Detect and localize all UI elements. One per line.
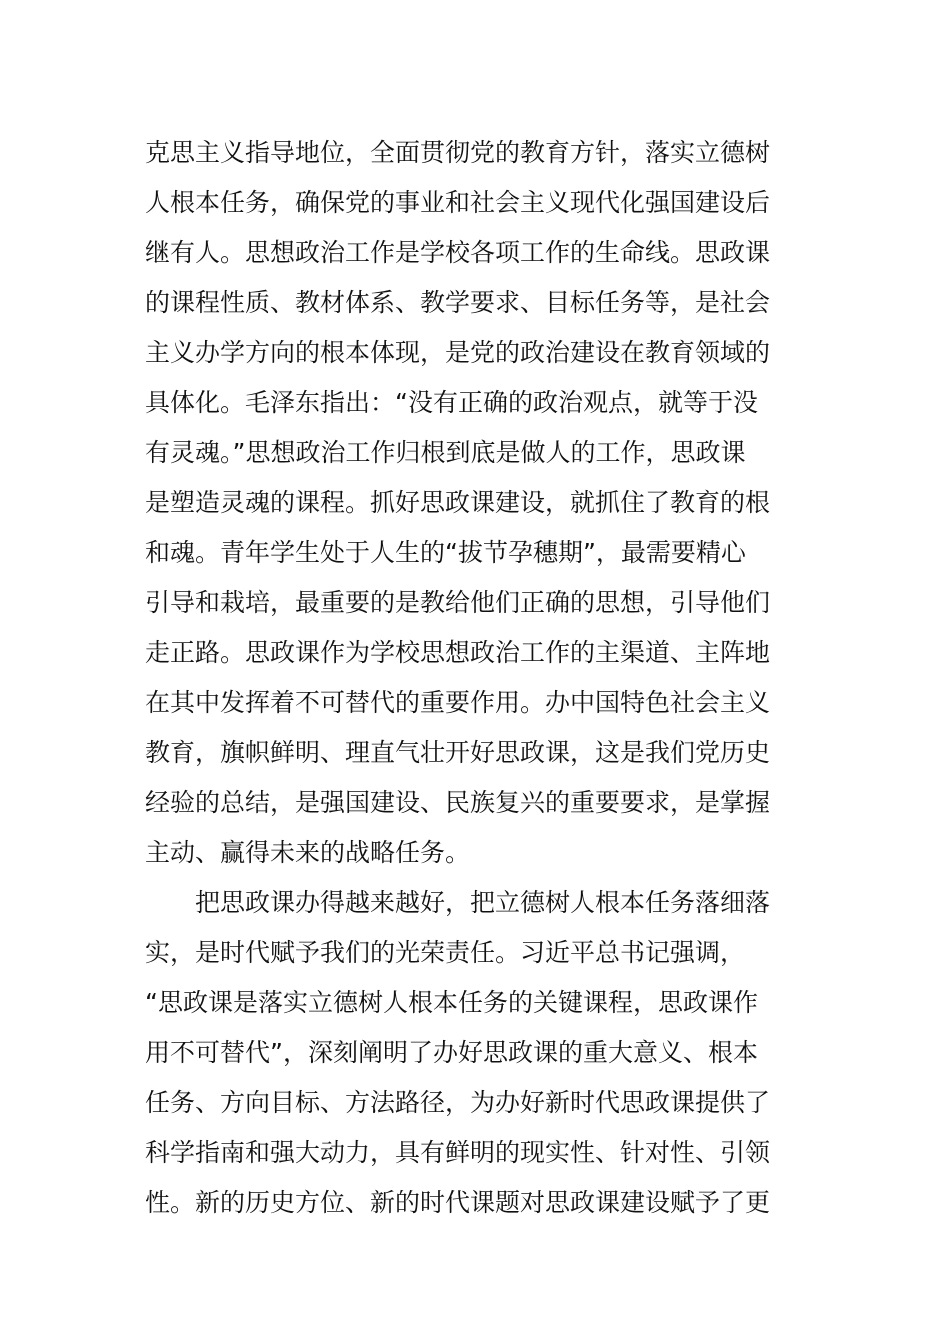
- body-text: [145, 128, 815, 1228]
- text-line: 有灵魂。”思想政治工作归根到底是做人的工作，思政课: [145, 438, 746, 467]
- text-line: 继有人。思想政治工作是学校各项工作的生命线。思政课: [145, 238, 771, 267]
- text-line: 用不可替代”，深刻阐明了办好思政课的重大意义、根本: [145, 1038, 758, 1067]
- text-line: 具体化。毛泽东指出：“没有正确的政治观点，就等于没: [145, 388, 758, 417]
- text-line: 走正路。思政课作为学校思想政治工作的主渠道、主阵地: [145, 638, 771, 667]
- paragraph-2: [145, 878, 815, 1228]
- text-line: 克思主义指导地位，全面贯彻党的教育方针，落实立德树: [145, 138, 771, 167]
- text-line: 在其中发挥着不可替代的重要作用。办中国特色社会主义: [145, 688, 771, 717]
- text-line: 人根本任务，确保党的事业和社会主义现代化强国建设后: [145, 188, 771, 217]
- text-line: 是塑造灵魂的课程。抓好思政课建设，就抓住了教育的根: [145, 488, 771, 517]
- text-line: “思政课是落实立德树人根本任务的关键课程，思政课作: [145, 988, 758, 1017]
- text-line: 和魂。青年学生处于人生的“拔节孕穗期”，最需要精心: [145, 538, 746, 567]
- text-line: 任务、方向目标、方法路径，为办好新时代思政课提供了: [145, 1088, 771, 1117]
- text-line: 性。新的历史方位、新的时代课题对思政课建设赋予了更: [145, 1188, 771, 1217]
- text-line: 实，是时代赋予我们的光荣责任。习近平总书记强调，: [145, 938, 746, 967]
- text-line: 主义办学方向的根本体现，是党的政治建设在教育领域的: [145, 338, 771, 367]
- text-line: 的课程性质、教材体系、教学要求、目标任务等，是社会: [145, 288, 771, 317]
- paragraph-1: [145, 128, 815, 878]
- text-line: 引导和栽培，最重要的是教给他们正确的思想，引导他们: [145, 588, 771, 617]
- text-line: 科学指南和强大动力，具有鲜明的现实性、针对性、引领: [145, 1138, 771, 1167]
- text-line: 把思政课办得越来越好，把立德树人根本任务落细落: [195, 888, 771, 917]
- text-line: 教育，旗帜鲜明、理直气壮开好思政课，这是我们党历史: [145, 738, 771, 767]
- text-line: 主动、赢得未来的战略任务。: [145, 838, 471, 867]
- text-line: 经验的总结，是强国建设、民族复兴的重要要求，是掌握: [145, 788, 771, 817]
